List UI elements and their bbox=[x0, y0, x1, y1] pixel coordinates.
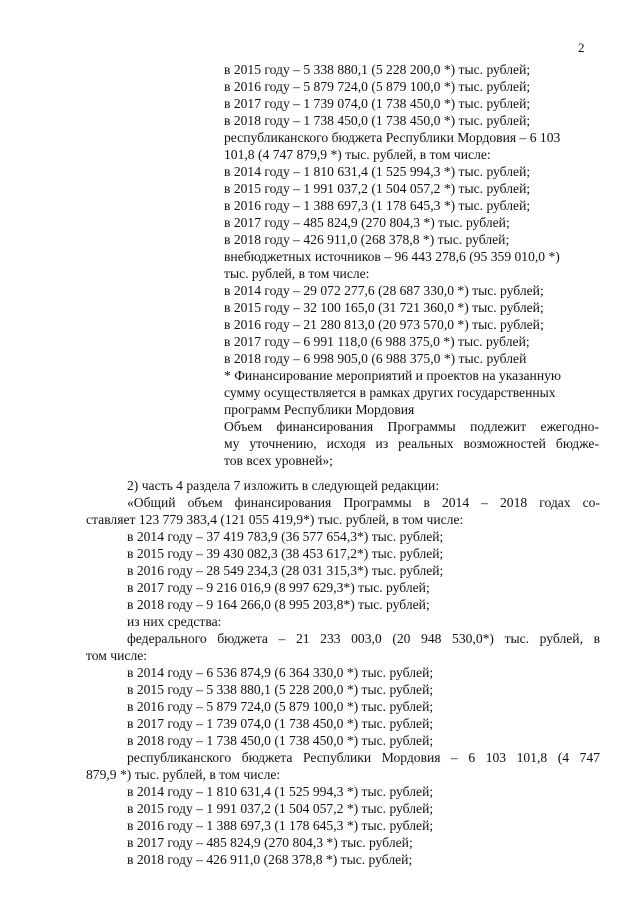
text-line: том числе: bbox=[86, 648, 148, 663]
text-line: в 2018 году – 426 911,0 (268 378,8 *) тыс. рублей; bbox=[224, 232, 510, 247]
list-item-heading: 2) часть 4 раздела 7 изложить в следующей редакции: bbox=[127, 478, 440, 493]
text-line: в 2017 году – 485 824,9 (270 804,3 *) тыс. рублей; bbox=[224, 215, 510, 230]
text-line: федерального бюджета – 21 233 003,0 (20 948 530,0*) тыс. рублей, в bbox=[127, 631, 600, 646]
text-line: в 2014 году – 1 810 631,4 (1 525 994,3 *) тыс. рублей; bbox=[224, 164, 531, 179]
text-line: в 2015 году – 1 991 037,2 (1 504 057,2 *) тыс. рублей; bbox=[224, 181, 531, 196]
text-line: в 2018 году – 1 738 450,0 (1 738 450,0 *) тыс. рублей; bbox=[127, 733, 434, 748]
text-line: в 2015 году – 5 338 880,1 (5 228 200,0 *) тыс. рублей; bbox=[127, 682, 434, 697]
text-line: в 2014 году – 6 536 874,9 (6 364 330,0 *) тыс. рублей; bbox=[127, 665, 434, 680]
text-line: в 2018 году – 1 738 450,0 (1 738 450,0 *) тыс. рублей; bbox=[224, 113, 531, 128]
text-line: в 2018 году – 9 164 266,0 (8 995 203,8*) тыс. рублей; bbox=[127, 597, 430, 612]
text-line: 101,8 (4 747 879,9 *) тыс. рублей, в том числе: bbox=[224, 147, 491, 162]
text-line: му уточнению, исходя из реальных возможностей бюдже- bbox=[224, 436, 599, 451]
text-line: республиканского бюджета Республики Мордовия – 6 103 101,8 (4 747 bbox=[127, 750, 600, 765]
text-line: в 2016 году – 5 879 724,0 (5 879 100,0 *) тыс. рублей; bbox=[224, 79, 531, 94]
page-number: 2 bbox=[578, 40, 585, 55]
text-line: в 2015 году – 39 430 082,3 (38 453 617,2*) тыс. рублей; bbox=[127, 546, 444, 561]
text-line: в 2018 году – 6 998 905,0 (6 988 375,0 *) тыс. рублей bbox=[224, 351, 527, 366]
text-line: в 2017 году – 1 739 074,0 (1 738 450,0 *) тыс. рублей; bbox=[127, 716, 434, 731]
text-line: в 2014 году – 29 072 277,6 (28 687 330,0 *) тыс. рублей; bbox=[224, 283, 544, 298]
text-line: ставляет 123 779 383,4 (121 055 419,9*) тыс. рублей, в том числе: bbox=[86, 512, 464, 527]
text-line: в 2016 году – 21 280 813,0 (20 973 570,0 *) тыс. рублей; bbox=[224, 317, 544, 332]
text-line: в 2014 году – 1 810 631,4 (1 525 994,3 *) тыс. рублей; bbox=[127, 784, 434, 799]
text-line: республиканского бюджета Республики Мордовия – 6 103 bbox=[224, 130, 561, 145]
text-line: внебюджетных источников – 96 443 278,6 (95 359 010,0 *) bbox=[224, 249, 560, 264]
text-line: в 2018 году – 426 911,0 (268 378,8 *) тыс. рублей; bbox=[127, 852, 413, 867]
text-line: в 2016 году – 5 879 724,0 (5 879 100,0 *) тыс. рублей; bbox=[127, 699, 434, 714]
text-line: в 2017 году – 9 216 016,9 (8 997 629,3*) тыс. рублей; bbox=[127, 580, 430, 595]
text-line: из них средства: bbox=[127, 614, 222, 629]
text-line: в 2017 году – 485 824,9 (270 804,3 *) тыс. рублей; bbox=[127, 835, 413, 850]
text-line: «Общий объем финансирования Программы в 2014 – 2018 годах со- bbox=[127, 495, 600, 510]
text-line: в 2016 году – 28 549 234,3 (28 031 315,3*) тыс. рублей; bbox=[127, 563, 444, 578]
footnote-line: программ Республики Мордовия bbox=[224, 402, 415, 417]
text-line: в 2015 году – 32 100 165,0 (31 721 360,0 *) тыс. рублей; bbox=[224, 300, 544, 315]
text-line: 879,9 *) тыс. рублей, в том числе: bbox=[86, 767, 281, 782]
text-line: тыс. рублей, в том числе: bbox=[224, 266, 370, 281]
text-line: в 2017 году – 6 991 118,0 (6 988 375,0 *) тыс. рублей; bbox=[224, 334, 530, 349]
text-line: в 2015 году – 1 991 037,2 (1 504 057,2 *) тыс. рублей; bbox=[127, 801, 434, 816]
footnote-line: сумму осуществляется в рамках других государственных bbox=[224, 385, 556, 400]
text-line: в 2016 году – 1 388 697,3 (1 178 645,3 *) тыс. рублей; bbox=[127, 818, 434, 833]
text-line: тов всех уровней»; bbox=[224, 453, 333, 468]
text-line: Объем финансирования Программы подлежит ежегодно- bbox=[224, 419, 599, 434]
footnote-line: * Финансирование мероприятий и проектов на указанную bbox=[224, 368, 562, 383]
text-line: в 2017 году – 1 739 074,0 (1 738 450,0 *) тыс. рублей; bbox=[224, 96, 531, 111]
text-line: в 2015 году – 5 338 880,1 (5 228 200,0 *) тыс. рублей; bbox=[224, 62, 531, 77]
text-line: в 2016 году – 1 388 697,3 (1 178 645,3 *) тыс. рублей; bbox=[224, 198, 531, 213]
text-line: в 2014 году – 37 419 783,9 (36 577 654,3*) тыс. рублей; bbox=[127, 529, 444, 544]
